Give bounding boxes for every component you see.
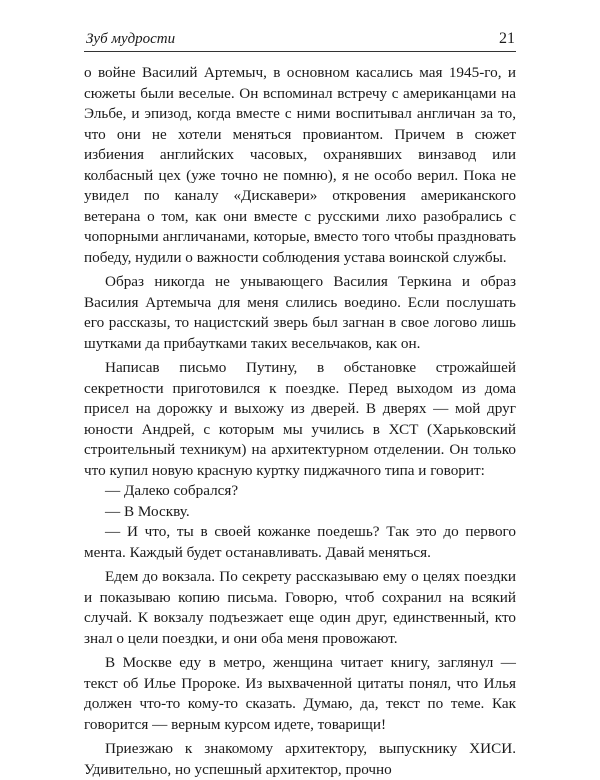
running-title: Зуб мудрости (86, 31, 176, 47)
body-text (84, 63, 516, 780)
dialogue-line: — Далеко собрался? (105, 482, 239, 499)
paragraph: о войне Василий Артемыч, в основном касались мая 1945-го, и сюжеты были веселые. Он вспоминал встречу с американцами на Эльбе, и эпизод, когда вместе с ними воспитывал англичан за то, что они не хотели меняться провиантом. Причем в сюжет избиения английских часовых, охранявших винзавод или колбасный цех (уже точно не помню), я не особо верил. Пока не увидел по каналу «Дискавери» откровения американского ветерана о том, как они вместе с русскими лихо разобрались с чопорными англичанами, которые, вместо того чтобы праздновать победу, нудили о важности соблюдения устава воинской службы. (84, 64, 516, 266)
paragraph: Образ никогда не унывающего Василия Теркина и образ Василия Артемыча для меня слились воедино. Если послушать его рассказы, то нацистский зверь был загнан в свое логово лишь шутками да прибаутками таких весельчаков, как он. (84, 273, 516, 352)
dialogue-line: — В Москву. (105, 502, 190, 520)
dialogue-line: — И что, ты в своей кожанке поедешь? Так это до первого мента. Каждый будет останавливать. Давай меняться. (84, 523, 516, 561)
paragraph: Написав письмо Путину, в обстановке строжайшей секретности приготовился к поездке. Перед выходом из дома присел на дорожку и выхожу из дверей. В дверях — мой друг юности Андрей, с которым мы учились в ХСТ (Харьковский строительный техникум) на архитектурном отделении. Он только что купил новую красную куртку пиджачного типа и говорит: (84, 359, 516, 479)
page-number: 21 (499, 30, 515, 47)
paragraph: Едем до вокзала. По секрету рассказываю ему о целях поездки и показываю копию письма. Говорю, чтоб сохранил на всякий случай. К вокзалу подъезжает еще один друг, единственный, кто знал о цели поездки, и они оба меня провожают. (84, 568, 516, 647)
running-header (84, 29, 516, 52)
paragraph: Приезжаю к знакомому архитектору, выпускнику ХИСИ. Удивительно, но успешный архитектор, прочно (84, 740, 516, 778)
paragraph: В Москве еду в метро, женщина читает книгу, заглянул — текст об Илье Пророке. Из выхваченной цитаты понял, что Илья должен что-то кому-то сказать. Думаю, да, текст по теме. Как говорится — верным курсом идете, товарищи! (84, 654, 516, 733)
